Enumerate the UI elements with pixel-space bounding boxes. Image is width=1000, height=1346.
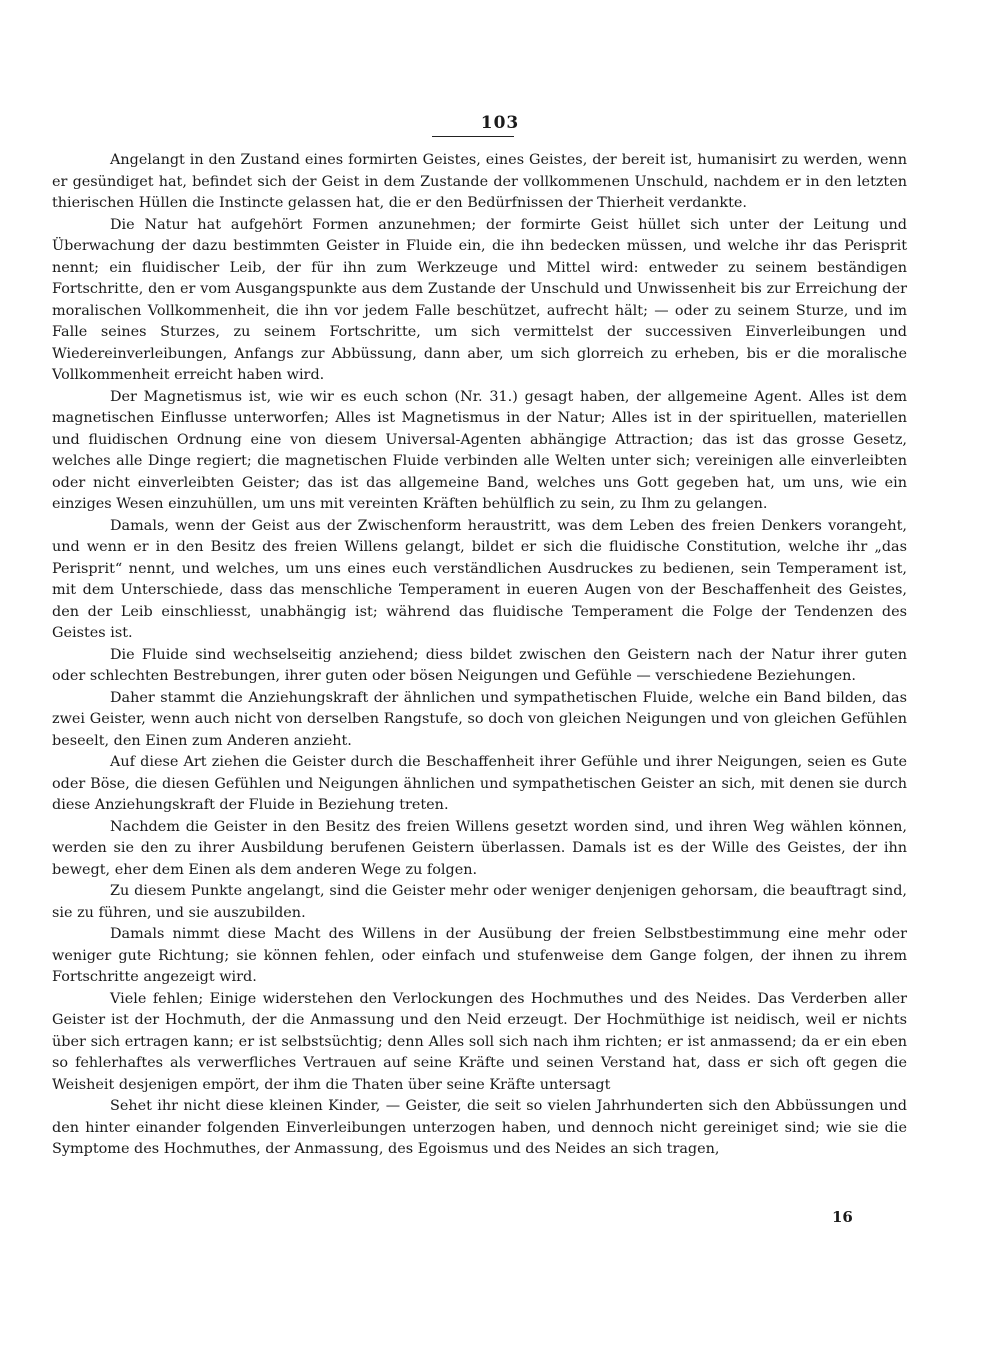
paragraph: Daher stammt die Anziehungskraft der ähnlichen und sympathetischen Fluide, welche ein Band bilden, das zwei Geister, wenn auch nicht von derselben Rangstufe, so doch von gleichen Neigungen und von gleichen Gefühlen beseelt, den Einen zum Anderen anzieht. <box>52 689 907 749</box>
paragraph: Viele fehlen; Einige widerstehen den Verlockungen des Hochmuthes und des Neides. Das Verderben aller Geister ist der Hochmuth, der die Anmassung und den Neid erzeugt. Der Hochmüthige ist neidisch, weil er nichts über sich ertragen kann; er ist selbstsüchtig; denn Alles soll sich nach ihm richten; er ist anmassend; da er ein eben so fehlerhaftes als verwerfliches Vertrauen auf seine Kräfte und seinen Verstand hat, dass er sich oft gegen die Weisheit desjenigen empört, der ihm die Thaten über seine Kräfte untersagt <box>52 990 907 1093</box>
signature-mark: 16 <box>832 1208 853 1226</box>
paragraph: Nachdem die Geister in den Besitz des freien Willens gesetzt worden sind, und ihren Weg wählen können, werden sie den zu ihrer Ausbildung berufenen Geistern überlassen. Damals ist es der Wille des Geistes, der ihn bewegt, eher dem Einen als dem anderen Wege zu folgen. <box>52 818 907 878</box>
page-number-rule <box>432 136 514 137</box>
page-number: 103 <box>480 113 520 133</box>
paragraph: Damals, wenn der Geist aus der Zwischenform heraustritt, was dem Leben des freien Denkers vorangeht, und wenn er in den Besitz des freien Willens gelangt, bildet er sich die fluidische Constitution, welche ihr „das Perisprit“ nennt, und welches, um uns eines euch verständlichen Ausdruckes zu bedienen, sein Temperament ist, mit dem Unterschiede, dass das menschliche Temperament in eueren Augen von der Beschaffenheit des Geistes, den der Leib einschliesst, unabhängig ist; während das fluidische Temperament die Folge der Tendenzen des Geistes ist. <box>52 517 907 641</box>
paragraph: Zu diesem Punkte angelangt, sind die Geister mehr oder weniger denjenigen gehorsam, die beauftragt sind, sie zu führen, und sie auszubilden. <box>52 883 907 921</box>
paragraph: Die Natur hat aufgehört Formen anzunehmen; der formirte Geist hüllet sich unter der Leitung und Überwachung der dazu bestimmten Geister in Fluide ein, die ihn bedecken müssen, und welche ihr das Perisprit nennt; ein fluidischer Leib, der für ihn zum Werkzeuge und Mittel wird: entweder zu seinem beständigen Fortschritte, den er vom Ausgangspunkte aus dem Zustande der Unschuld und Unwissenheit bis zur Erreichung der moralischen Vollkommenheit, die ihn vor jedem Falle beschützet, aufrecht hält; — oder zu seinem Sturze, und im Falle seines Sturzes, zu seinem Fortschritte, um sich vermittelst der successiven Einverleibungen und Wiedereinverleibungen, Anfangs zur Abbüssung, dann aber, um sich glorreich zu erheben, bis er die moralische Vollkommenheit erreicht haben wird. <box>52 216 907 383</box>
body-text <box>52 150 907 1161</box>
paragraph: Der Magnetismus ist, wie wir es euch schon (Nr. 31.) gesagt haben, der allgemeine Agent. Alles ist dem magnetischen Einflusse unterworfen; Alles ist Magnetismus in der Natur; Alles ist in der spirituellen, materiellen und fluidischen Ordnung eine von diesem Universal-Agenten abhängige Attraction; das ist das grosse Gesetz, welches alle Dinge regiert; die magnetischen Fluide verbinden alle Welten unter sich; vereinigen alle einverleibten oder nicht einverleibten Geister; das ist das allgemeine Band, welches uns Gott gegeben hat, um uns, wie ein einziges Wesen einzuhüllen, um uns mit vereinten Kräften behülflich zu sein, zu Ihm zu gelangen. <box>52 388 907 512</box>
paragraph: Damals nimmt diese Macht des Willens in der Ausübung der freien Selbstbestimmung eine mehr oder weniger gute Richtung; sie können fehlen, oder einfach und stufenweise dem Gange folgen, der ihnen zu ihrem Fortschritte angezeigt wird. <box>52 926 907 985</box>
paragraph: Angelangt in den Zustand eines formirten Geistes, eines Geistes, der bereit ist, humanisirt zu werden, wenn er gesündiget hat, befindet sich der Geist in dem Zustande der vollkommenen Unschuld, nachdem er in den letzten thierischen Hüllen die Instincte gelassen hat, die er den Bedürfnissen der Thierheit verdankte. <box>52 152 907 211</box>
paragraph: Die Fluide sind wechselseitig anziehend; diess bildet zwischen den Geistern nach der Natur ihrer guten oder schlechten Bestrebungen, ihrer guten oder bösen Neigungen und Gefühle — verschiedene Beziehungen. <box>52 646 907 684</box>
paragraph: Auf diese Art ziehen die Geister durch die Beschaffenheit ihrer Gefühle und ihrer Neigungen, seien es Gute oder Böse, die diesen Gefühlen und Neigungen ähnlichen und sympathetischen Geister an sich, mit denen sie durch diese Anziehungskraft der Fluide in Beziehung treten. <box>52 754 907 813</box>
paragraph: Sehet ihr nicht diese kleinen Kinder, — Geister, die seit so vielen Jahrhunderten sich den Abbüssungen und den hinter einander folgenden Einverleibungen unterzogen haben, und dennoch nicht gereiniget sind; wie sie die Symptome des Hochmuthes, der Anmassung, des Egoismus und des Neides an sich tragen, <box>52 1098 907 1157</box>
